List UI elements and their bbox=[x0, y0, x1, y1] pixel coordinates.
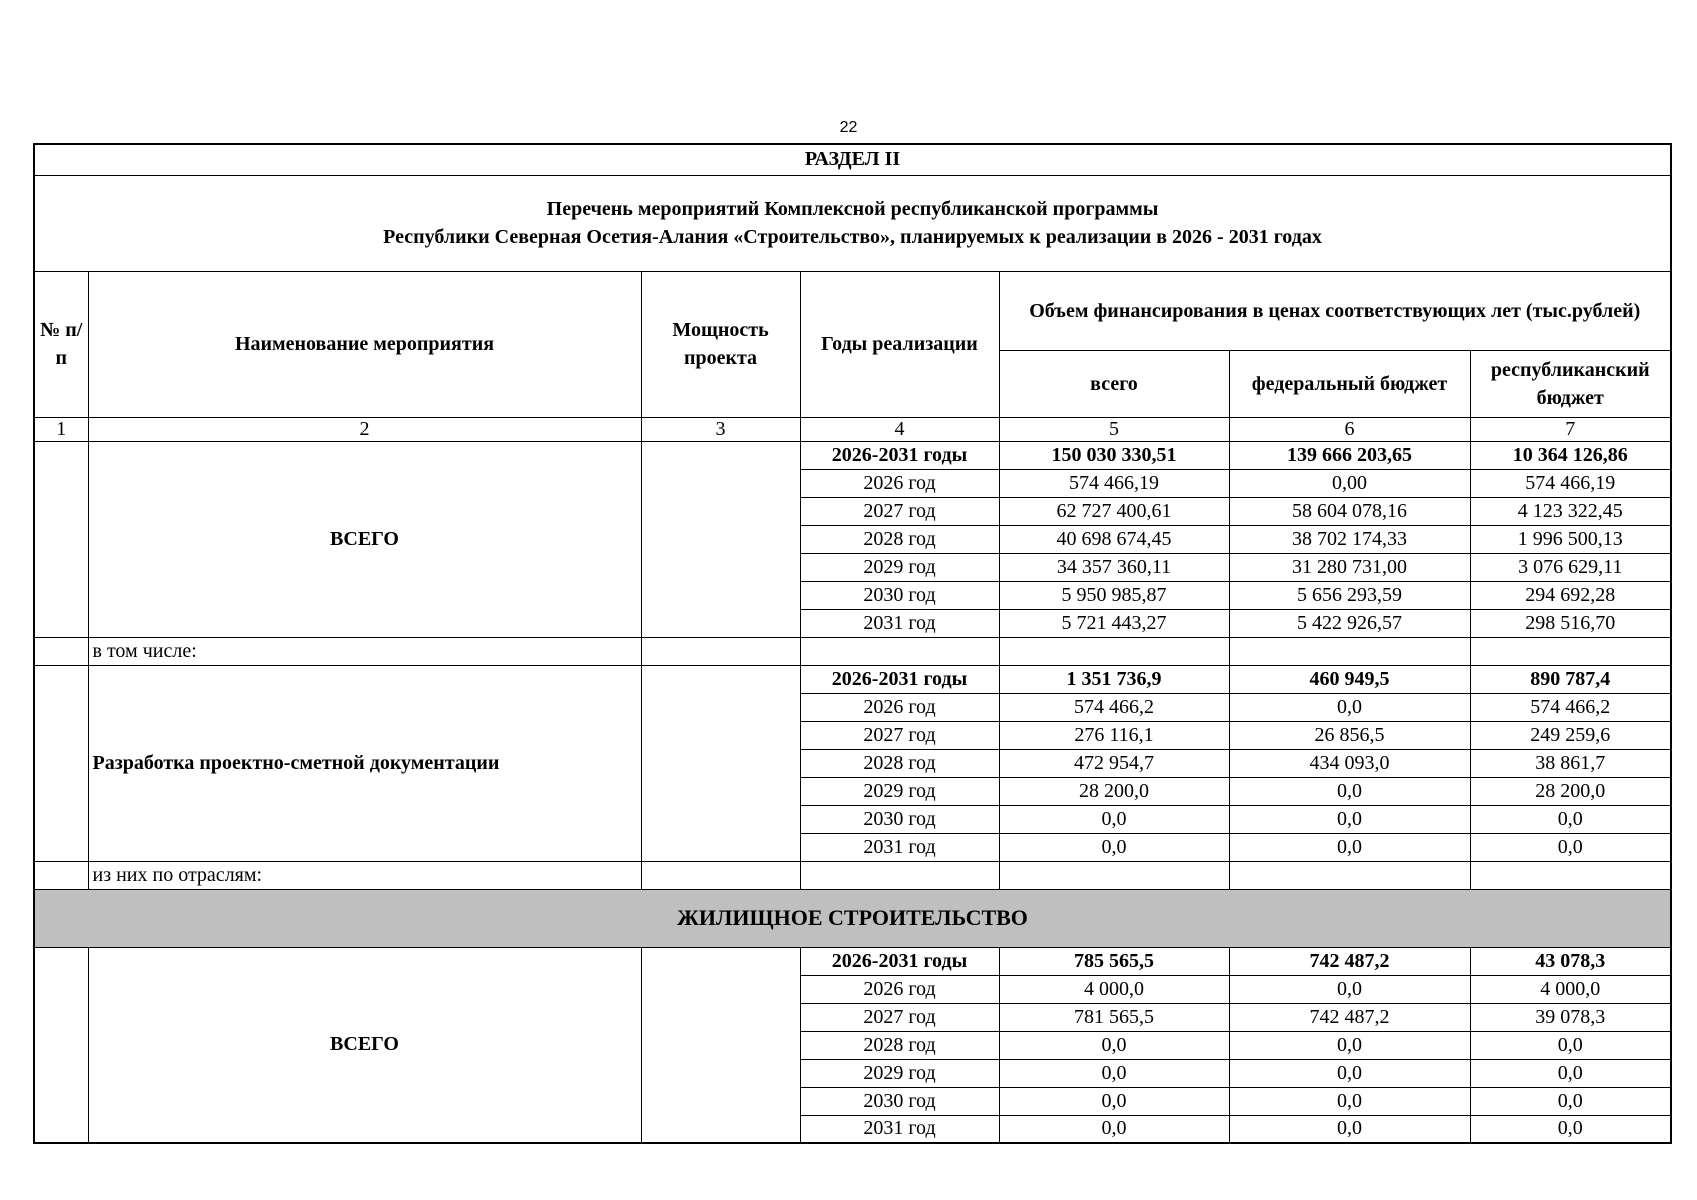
header-number: № п/п bbox=[34, 271, 88, 417]
header-total: всего bbox=[999, 350, 1229, 417]
republic-cell: 0,0 bbox=[1470, 1115, 1671, 1143]
federal-cell: 742 487,2 bbox=[1229, 947, 1470, 975]
republic-cell: 249 259,6 bbox=[1470, 721, 1671, 749]
year-cell: 2026 год bbox=[800, 975, 999, 1003]
section-title-row bbox=[34, 144, 1671, 175]
header-row-1 bbox=[34, 271, 1671, 350]
total-cell: 0,0 bbox=[999, 805, 1229, 833]
republic-cell: 28 200,0 bbox=[1470, 777, 1671, 805]
year-cell: 2031 год bbox=[800, 1115, 999, 1143]
federal-cell: 742 487,2 bbox=[1229, 1003, 1470, 1031]
year-cell: 2030 год bbox=[800, 581, 999, 609]
republic-cell: 10 364 126,86 bbox=[1470, 441, 1671, 469]
row-number-cell bbox=[34, 637, 88, 665]
empty-cell bbox=[1470, 861, 1671, 889]
federal-cell: 0,0 bbox=[1229, 805, 1470, 833]
republic-cell: 0,0 bbox=[1470, 805, 1671, 833]
document-title bbox=[34, 175, 1671, 271]
capacity-cell bbox=[641, 441, 800, 637]
empty-cell bbox=[800, 637, 999, 665]
federal-cell: 460 949,5 bbox=[1229, 665, 1470, 693]
document-title-row bbox=[34, 175, 1671, 271]
capacity-cell bbox=[641, 665, 800, 861]
including-row bbox=[34, 637, 1671, 665]
republic-cell: 574 466,2 bbox=[1470, 693, 1671, 721]
header-name: Наименование мероприятия bbox=[88, 271, 641, 417]
including-label: в том числе: bbox=[88, 637, 641, 665]
total-cell: 0,0 bbox=[999, 1031, 1229, 1059]
republic-cell: 0,0 bbox=[1470, 1087, 1671, 1115]
row-number-cell bbox=[34, 441, 88, 637]
federal-cell: 0,0 bbox=[1229, 975, 1470, 1003]
header-republic: республиканский бюджет bbox=[1470, 350, 1671, 417]
empty-cell bbox=[1229, 637, 1470, 665]
republic-cell: 0,0 bbox=[1470, 833, 1671, 861]
year-cell: 2028 год bbox=[800, 1031, 999, 1059]
row-number-cell bbox=[34, 861, 88, 889]
column-number: 1 bbox=[34, 417, 88, 441]
year-cell: 2031 год bbox=[800, 609, 999, 637]
total-cell: 5 721 443,27 bbox=[999, 609, 1229, 637]
year-cell: 2027 год bbox=[800, 721, 999, 749]
year-cell: 2028 год bbox=[800, 749, 999, 777]
total-cell: 574 466,2 bbox=[999, 693, 1229, 721]
column-number: 2 bbox=[88, 417, 641, 441]
total-cell: 4 000,0 bbox=[999, 975, 1229, 1003]
empty-cell bbox=[641, 861, 800, 889]
header-federal: федеральный бюджет bbox=[1229, 350, 1470, 417]
republic-cell: 4 000,0 bbox=[1470, 975, 1671, 1003]
total-cell: 0,0 bbox=[999, 833, 1229, 861]
document-title-line2: Республики Северная Осетия-Алания «Строительство», планируемых к реализации в 2026 - 2031 годах bbox=[383, 226, 1322, 248]
sector-title-row bbox=[34, 889, 1671, 947]
federal-cell: 0,0 bbox=[1229, 777, 1470, 805]
total-cell: 0,0 bbox=[999, 1087, 1229, 1115]
republic-cell: 298 516,70 bbox=[1470, 609, 1671, 637]
year-cell: 2030 год bbox=[800, 805, 999, 833]
federal-cell: 0,0 bbox=[1229, 1087, 1470, 1115]
column-number: 6 bbox=[1229, 417, 1470, 441]
year-cell: 2029 год bbox=[800, 553, 999, 581]
column-number: 3 bbox=[641, 417, 800, 441]
document-title-line1: Перечень мероприятий Комплексной республиканской программы bbox=[546, 198, 1159, 220]
year-cell: 2027 год bbox=[800, 497, 999, 525]
total-cell: 472 954,7 bbox=[999, 749, 1229, 777]
total-cell: 40 698 674,45 bbox=[999, 525, 1229, 553]
empty-cell bbox=[641, 637, 800, 665]
year-cell: 2029 год bbox=[800, 777, 999, 805]
column-number-row bbox=[34, 417, 1671, 441]
row-number-cell bbox=[34, 665, 88, 861]
year-cell: 2026-2031 годы bbox=[800, 947, 999, 975]
federal-cell: 58 604 078,16 bbox=[1229, 497, 1470, 525]
federal-cell: 434 093,0 bbox=[1229, 749, 1470, 777]
total-cell: 34 357 360,11 bbox=[999, 553, 1229, 581]
republic-cell: 0,0 bbox=[1470, 1059, 1671, 1087]
total-cell: 5 950 985,87 bbox=[999, 581, 1229, 609]
federal-cell: 0,0 bbox=[1229, 833, 1470, 861]
total-cell: 785 565,5 bbox=[999, 947, 1229, 975]
republic-cell: 4 123 322,45 bbox=[1470, 497, 1671, 525]
year-cell: 2026 год bbox=[800, 469, 999, 497]
funding-table bbox=[33, 143, 1672, 1144]
republic-cell: 38 861,7 bbox=[1470, 749, 1671, 777]
federal-cell: 139 666 203,65 bbox=[1229, 441, 1470, 469]
by-sector-label: из них по отраслям: bbox=[88, 861, 641, 889]
capacity-cell bbox=[641, 947, 800, 1143]
total-cell: 150 030 330,51 bbox=[999, 441, 1229, 469]
empty-cell bbox=[1229, 861, 1470, 889]
republic-cell: 0,0 bbox=[1470, 1031, 1671, 1059]
header-years: Годы реализации bbox=[800, 271, 999, 417]
total-cell: 0,0 bbox=[999, 1115, 1229, 1143]
column-number: 7 bbox=[1470, 417, 1671, 441]
empty-cell bbox=[999, 637, 1229, 665]
federal-cell: 38 702 174,33 bbox=[1229, 525, 1470, 553]
sector-title: ЖИЛИЩНОЕ СТРОИТЕЛЬСТВО bbox=[34, 889, 1671, 947]
empty-cell bbox=[999, 861, 1229, 889]
header-funding: Объем финансирования в ценах соответствующих лет (тыс.рублей) bbox=[999, 271, 1671, 350]
table-row bbox=[34, 947, 1671, 975]
total-cell: 0,0 bbox=[999, 1059, 1229, 1087]
republic-cell: 43 078,3 bbox=[1470, 947, 1671, 975]
year-cell: 2026-2031 годы bbox=[800, 665, 999, 693]
year-cell: 2027 год bbox=[800, 1003, 999, 1031]
year-cell: 2029 год bbox=[800, 1059, 999, 1087]
federal-cell: 0,00 bbox=[1229, 469, 1470, 497]
republic-cell: 890 787,4 bbox=[1470, 665, 1671, 693]
column-number: 4 bbox=[800, 417, 999, 441]
page-number: 22 bbox=[839, 119, 858, 136]
year-cell: 2026-2031 годы bbox=[800, 441, 999, 469]
republic-cell: 1 996 500,13 bbox=[1470, 525, 1671, 553]
year-cell: 2026 год bbox=[800, 693, 999, 721]
federal-cell: 0,0 bbox=[1229, 1115, 1470, 1143]
federal-cell: 5 656 293,59 bbox=[1229, 581, 1470, 609]
group-label: Разработка проектно-сметной документации bbox=[88, 665, 641, 861]
republic-cell: 574 466,19 bbox=[1470, 469, 1671, 497]
total-cell: 574 466,19 bbox=[999, 469, 1229, 497]
table-row bbox=[34, 665, 1671, 693]
section-title: РАЗДЕЛ II bbox=[34, 144, 1671, 175]
header-capacity: Мощность проекта bbox=[641, 271, 800, 417]
group-label: ВСЕГО bbox=[88, 441, 641, 637]
empty-cell bbox=[800, 861, 999, 889]
republic-cell: 3 076 629,11 bbox=[1470, 553, 1671, 581]
total-cell: 1 351 736,9 bbox=[999, 665, 1229, 693]
federal-cell: 0,0 bbox=[1229, 1031, 1470, 1059]
federal-cell: 0,0 bbox=[1229, 693, 1470, 721]
federal-cell: 31 280 731,00 bbox=[1229, 553, 1470, 581]
federal-cell: 5 422 926,57 bbox=[1229, 609, 1470, 637]
empty-cell bbox=[1470, 637, 1671, 665]
republic-cell: 294 692,28 bbox=[1470, 581, 1671, 609]
federal-cell: 0,0 bbox=[1229, 1059, 1470, 1087]
total-cell: 781 565,5 bbox=[999, 1003, 1229, 1031]
row-number-cell bbox=[34, 947, 88, 1143]
republic-cell: 39 078,3 bbox=[1470, 1003, 1671, 1031]
year-cell: 2031 год bbox=[800, 833, 999, 861]
table-row bbox=[34, 441, 1671, 469]
group-label: ВСЕГО bbox=[88, 947, 641, 1143]
total-cell: 276 116,1 bbox=[999, 721, 1229, 749]
total-cell: 28 200,0 bbox=[999, 777, 1229, 805]
column-number: 5 bbox=[999, 417, 1229, 441]
total-cell: 62 727 400,61 bbox=[999, 497, 1229, 525]
year-cell: 2028 год bbox=[800, 525, 999, 553]
federal-cell: 26 856,5 bbox=[1229, 721, 1470, 749]
year-cell: 2030 год bbox=[800, 1087, 999, 1115]
by-sector-row bbox=[34, 861, 1671, 889]
